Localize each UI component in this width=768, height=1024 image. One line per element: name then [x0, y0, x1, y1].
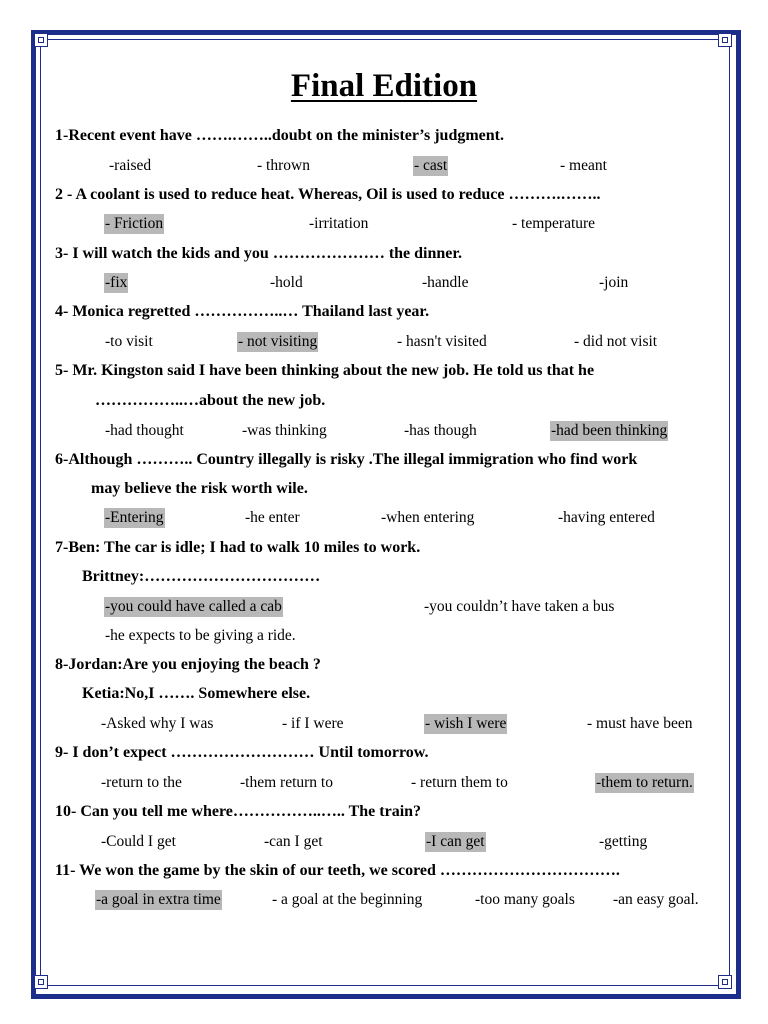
page-title	[0, 64, 768, 108]
q8-option-b[interactable]: - if I were	[282, 715, 344, 732]
q11-option-c[interactable]: -too many goals	[475, 891, 575, 908]
question-7-line-1: 7-Ben: The car is idle; I had to walk 10 miles to work.	[55, 539, 421, 556]
question-9: 9- I don’t expect ……………………… Until tomorrow.	[55, 744, 429, 761]
question-8-line-2: Ketia:No,I ……. Somewhere else.	[82, 685, 311, 702]
question-5-line-1: 5- Mr. Kingston said I have been thinking about the new job. He told us that he	[55, 362, 595, 379]
q7-option-b[interactable]: -you couldn’t have taken a bus	[424, 598, 615, 615]
q11-option-d[interactable]: -an easy goal.	[613, 891, 699, 908]
question-5-line-2: ……………..…about the new job.	[95, 392, 326, 409]
q11-option-b[interactable]: - a goal at the beginning	[272, 891, 423, 908]
question-8-line-1: 8-Jordan:Are you enjoying the beach ?	[55, 656, 321, 673]
question-2: 2 - A coolant is used to reduce heat. Whereas, Oil is used to reduce ……….……..	[55, 186, 601, 203]
q1-option-b[interactable]: - thrown	[257, 157, 310, 174]
q6-option-a-highlighted[interactable]: -Entering	[105, 509, 164, 526]
corner-ornament-bottom-right	[718, 975, 732, 989]
q3-option-b[interactable]: -hold	[270, 274, 303, 291]
q1-option-a[interactable]: -raised	[109, 157, 152, 174]
q7-option-a-highlighted[interactable]: -you could have called a cab	[105, 598, 282, 615]
question-4: 4- Monica regretted ……………..… Thailand last year.	[55, 303, 430, 320]
q5-option-c[interactable]: -has though	[404, 422, 477, 439]
question-11: 11- We won the game by the skin of our teeth, we scored …………………………….	[55, 862, 620, 879]
question-6-line-2: may believe the risk worth wile.	[91, 480, 308, 497]
q9-option-b[interactable]: -them return to	[240, 774, 333, 791]
corner-ornament-top-left	[34, 33, 48, 47]
question-3: 3- I will watch the kids and you ………………… the dinner.	[55, 245, 463, 262]
q3-option-a-highlighted[interactable]: -fix	[105, 274, 128, 291]
q4-option-c[interactable]: - hasn't visited	[397, 333, 487, 350]
q10-option-c-highlighted[interactable]: -I can get	[426, 833, 485, 850]
question-7-line-2: Brittney:……………………………	[82, 568, 321, 585]
q5-option-d-highlighted[interactable]: -had been thinking	[551, 422, 668, 439]
q6-option-d[interactable]: -having entered	[558, 509, 655, 526]
q1-option-c-highlighted[interactable]: - cast	[414, 157, 448, 174]
q7-option-c[interactable]: -he expects to be giving a ride.	[105, 627, 296, 644]
q6-option-b[interactable]: -he enter	[245, 509, 300, 526]
page-title-text: Final Edition	[290, 68, 478, 104]
q4-option-d[interactable]: - did not visit	[574, 333, 658, 350]
q8-option-c-highlighted[interactable]: - wish I were	[425, 715, 507, 732]
q1-option-d[interactable]: - meant	[560, 157, 607, 174]
q9-option-c[interactable]: - return them to	[411, 774, 508, 791]
q10-option-b[interactable]: -can I get	[264, 833, 323, 850]
q9-option-a[interactable]: -return to the	[101, 774, 182, 791]
q2-option-c[interactable]: - temperature	[512, 215, 596, 232]
q4-option-b-highlighted[interactable]: - not visiting	[238, 333, 318, 350]
q5-option-a[interactable]: -had thought	[105, 422, 184, 439]
question-6-line-1: 6-Although ……….. Country illegally is risky .The illegal immigration who find work	[55, 451, 638, 468]
q10-option-d[interactable]: -getting	[599, 833, 648, 850]
q11-option-a-highlighted[interactable]: -a goal in extra time	[96, 891, 221, 908]
q2-option-a-highlighted[interactable]: - Friction	[105, 215, 164, 232]
q3-option-d[interactable]: -join	[599, 274, 629, 291]
q6-option-c[interactable]: -when entering	[381, 509, 475, 526]
question-1: 1-Recent event have …….……..doubt on the minister’s judgment.	[55, 127, 504, 144]
q8-option-d[interactable]: - must have been	[587, 715, 693, 732]
q10-option-a[interactable]: -Could I get	[101, 833, 176, 850]
q2-option-b[interactable]: -irritation	[309, 215, 369, 232]
q3-option-c[interactable]: -handle	[422, 274, 469, 291]
question-10: 10- Can you tell me where……………..….. The train?	[55, 803, 422, 820]
corner-ornament-bottom-left	[34, 975, 48, 989]
corner-ornament-top-right	[718, 33, 732, 47]
q4-option-a[interactable]: -to visit	[105, 333, 153, 350]
q9-option-d-highlighted[interactable]: -them to return.	[596, 774, 693, 791]
q5-option-b[interactable]: -was thinking	[242, 422, 327, 439]
q8-option-a[interactable]: -Asked why I was	[101, 715, 214, 732]
